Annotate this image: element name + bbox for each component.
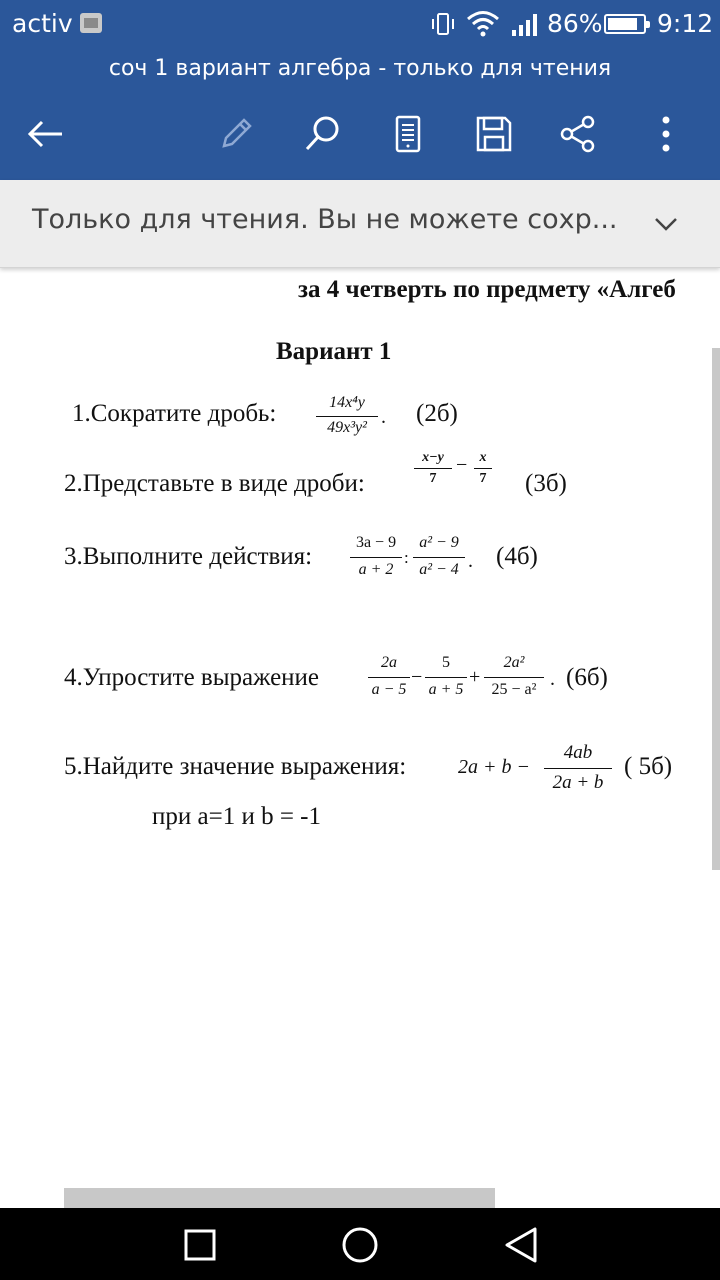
variant-title: Вариант 1 xyxy=(276,338,392,365)
share-button[interactable] xyxy=(552,108,604,160)
task-5-condition: при a=1 и b = -1 xyxy=(152,803,322,830)
task-2-denominator-1: 7 xyxy=(429,471,437,486)
signal-icon xyxy=(510,12,542,38)
mobile-view-button[interactable] xyxy=(382,108,434,160)
system-navigation-bar xyxy=(0,1208,720,1280)
task-4-label: 4.Упростите выражение xyxy=(64,664,320,691)
wifi-icon xyxy=(466,10,500,38)
task-3-fraction-2 xyxy=(413,534,465,584)
task-4-fraction-1 xyxy=(368,654,410,704)
task-5-points: ( 5б) xyxy=(624,753,673,780)
task-4-period: . xyxy=(550,668,555,690)
battery-percent: 86% xyxy=(547,9,603,38)
search-button[interactable] xyxy=(296,108,348,160)
task-3-fraction-1 xyxy=(350,534,402,584)
task-4-numerator-3: 2a² xyxy=(503,654,525,671)
task-5-prefix: 2a + b − xyxy=(458,756,530,778)
more-options-icon xyxy=(660,114,672,154)
task-2-denominator-2: 7 xyxy=(479,471,487,486)
recent-apps-square-icon xyxy=(183,1228,217,1262)
task-2-label: 2.Представьте в виде дроби: xyxy=(64,470,365,497)
more-options-button[interactable] xyxy=(640,108,692,160)
task-5-denominator: 2a + b xyxy=(552,772,604,793)
battery-level xyxy=(608,18,637,30)
task-4-minus: − xyxy=(411,666,423,688)
task-4-denominator-1: a − 5 xyxy=(371,681,407,698)
task-3-denominator-2: a² − 4 xyxy=(419,561,459,578)
home-button[interactable] xyxy=(335,1220,385,1270)
horizontal-scrollbar[interactable] xyxy=(64,1188,495,1208)
save-icon xyxy=(474,114,514,154)
task-3-denominator-1: a + 2 xyxy=(358,561,394,578)
vibrate-icon xyxy=(430,12,456,36)
task-5-label: 5.Найдите значение выражения: xyxy=(64,753,407,780)
task-4-fraction-3 xyxy=(484,654,544,704)
search-icon xyxy=(302,114,342,154)
back-arrow-icon xyxy=(26,118,66,150)
mobile-view-icon xyxy=(393,114,423,154)
carrier-name: activ xyxy=(12,9,73,38)
app-header xyxy=(0,0,720,180)
edit-button[interactable] xyxy=(210,108,262,160)
back-triangle-icon xyxy=(502,1226,540,1264)
task-2-fraction-1 xyxy=(414,450,452,492)
save-button[interactable] xyxy=(468,108,520,160)
task-2-points: (3б) xyxy=(525,470,567,497)
recent-apps-button[interactable] xyxy=(175,1220,225,1270)
document-page[interactable] xyxy=(0,268,720,1208)
task-3-numerator-1: 3a − 9 xyxy=(355,534,397,551)
task-3-points: (4б) xyxy=(496,543,538,570)
task-2-fraction-2 xyxy=(474,450,492,492)
task-3-numerator-2: a² − 9 xyxy=(419,534,459,551)
back-button[interactable] xyxy=(20,108,72,160)
task-4-numerator-1: 2a xyxy=(381,654,397,671)
task-1-points: (2б) xyxy=(416,400,458,427)
task-5-numerator: 4ab xyxy=(563,742,593,763)
task-4-points: (6б) xyxy=(566,664,608,691)
document-heading: за 4 четверть по предмету «Алгеб xyxy=(298,276,676,303)
document-title: соч 1 вариант алгебра - только для чтения xyxy=(108,56,612,81)
task-2-minus: − xyxy=(456,454,468,476)
task-4-fraction-2 xyxy=(425,654,467,704)
task-1-numerator: 14x⁴y xyxy=(329,394,365,411)
battery-icon xyxy=(604,14,646,34)
share-icon xyxy=(558,114,598,154)
status-bar xyxy=(0,0,720,48)
read-only-banner[interactable] xyxy=(0,180,720,268)
task-1-denominator: 49x³y² xyxy=(327,419,367,436)
read-only-message: Только для чтения. Вы не можете сохр... xyxy=(32,204,618,235)
home-circle-icon xyxy=(341,1226,379,1264)
task-2-numerator-1: x−y xyxy=(422,450,444,465)
task-3-divide: : xyxy=(404,548,409,567)
task-1-label: 1.Сократите дробь: xyxy=(72,400,277,427)
chevron-down-icon[interactable] xyxy=(650,210,682,238)
clock: 9:12 xyxy=(657,9,714,38)
vertical-scrollbar[interactable] xyxy=(712,348,720,870)
task-4-denominator-2: a + 5 xyxy=(428,681,464,698)
task-1-period: . xyxy=(381,406,386,428)
image-notification-icon xyxy=(80,13,102,33)
task-2-numerator-2: x xyxy=(479,450,487,465)
back-nav-button[interactable] xyxy=(496,1220,546,1270)
task-3-label: 3.Выполните действия: xyxy=(64,543,313,570)
task-4-numerator-2: 5 xyxy=(442,654,450,671)
task-4-plus: + xyxy=(469,666,481,688)
task-1-fraction xyxy=(316,394,378,442)
task-4-denominator-3: 25 − a² xyxy=(491,681,537,698)
task-5-fraction xyxy=(544,742,612,798)
task-3-period: . xyxy=(468,550,473,572)
pencil-edit-icon xyxy=(216,114,256,154)
